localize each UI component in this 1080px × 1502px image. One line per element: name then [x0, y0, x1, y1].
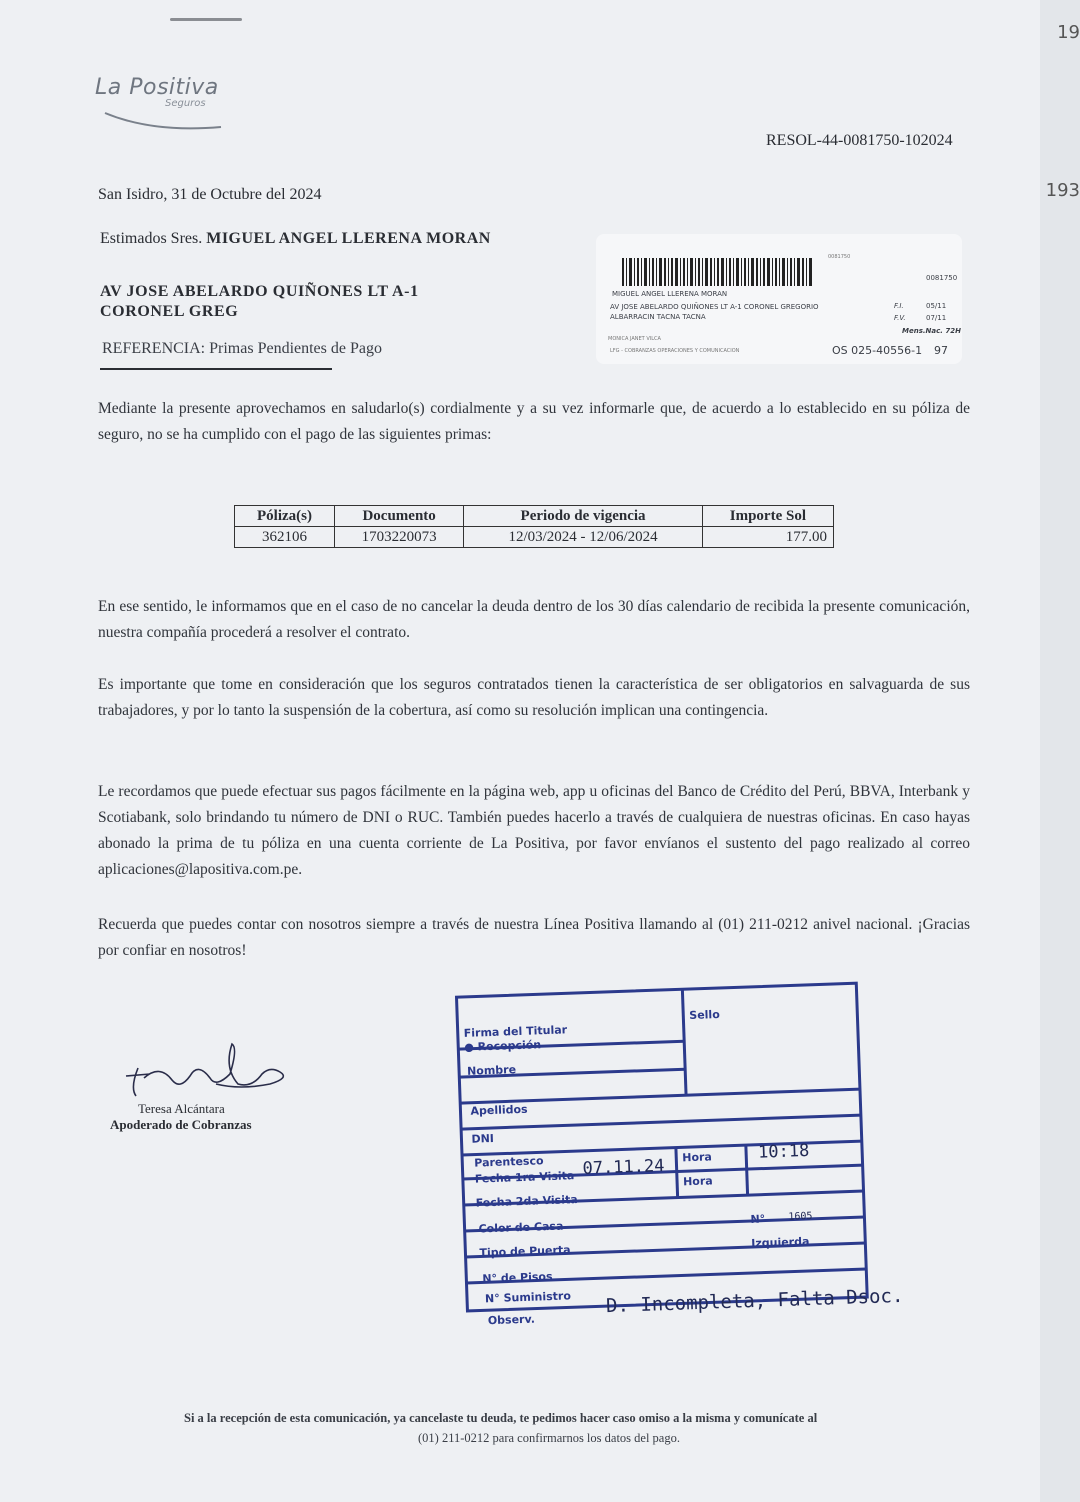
staple-mark	[170, 18, 242, 21]
stamp-pisos-label: N° de Pisos	[482, 1269, 553, 1286]
logo-name: La Positiva	[95, 75, 219, 100]
footer-note	[184, 1408, 914, 1448]
label-tiny-code: 0081750	[828, 254, 851, 260]
barcode-icon	[622, 258, 814, 286]
background-page-edge	[1040, 0, 1080, 1502]
stamp-dni-label: DNI	[471, 1131, 495, 1146]
stamp-observ-label: Observ.	[487, 1312, 536, 1328]
label-code: 0081750	[926, 274, 958, 282]
recipient-address	[100, 282, 419, 322]
policy-cell: 362106	[235, 527, 335, 548]
label-fi-value: 05/11	[926, 302, 947, 310]
stamp-recepcion-label: ● Recepción	[464, 1038, 542, 1054]
signatory-name: Teresa Alcántara	[138, 1101, 225, 1116]
label-fv-value: 07/11	[926, 314, 947, 322]
table-header-row	[235, 506, 834, 527]
stamp-suministro-label: N° Suministro	[484, 1289, 572, 1306]
recipient-name: MIGUEL ANGEL LLERENA MORAN	[206, 230, 491, 247]
label-os: OS 025-40556-1	[832, 344, 923, 357]
stamp-apellidos-label: Apellidos	[470, 1102, 528, 1118]
column-header: Importe Sol	[702, 506, 833, 527]
stamp-parentesco-label: Parentesco	[474, 1154, 544, 1170]
stamp-sello-label: Sello	[689, 1007, 720, 1023]
label-mens: Mens.Nac. 72H	[902, 327, 961, 335]
paragraph-intro: Mediante la presente aprovechamos en saludarlo(s) cordialmente y a su vez informarle que, de acuerdo a lo establecido en su póliza de seguro, no se ha cumplido con el pago de las siguientes primas:	[98, 400, 970, 443]
stamp-n-label: N°	[750, 1212, 766, 1227]
paragraph-contact: Recuerda que puedes contar con nosotros siempre a través de nuestra Línea Positiva llamando al (01) 211-0212 anivel nacional. ¡Gracias por confiar en nosotros!	[98, 916, 970, 959]
resolution-code: RESOL-44-0081750-102024	[766, 132, 953, 149]
period-cell: 12/03/2024 - 12/06/2024	[464, 527, 702, 548]
paragraph-obligation: Es importante que tome en consideración que los seguros contratados tienen la característica de ser obligatorios en salvaguarda de sus trabajadores, y por lo tanto la suspensión de la cobertura, así como su resolución implican una contingencia.	[98, 676, 970, 719]
label-fi-label: F.I.	[894, 302, 904, 310]
logo-sub: Seguros	[165, 98, 206, 109]
document-cell: 1703220073	[334, 527, 463, 548]
greeting	[100, 230, 491, 248]
company-logo	[95, 75, 219, 109]
greeting-prefix: Estimados Sres.	[100, 230, 203, 247]
stamp-firma-label: Firma del Titular	[463, 1023, 568, 1040]
label-number: 97	[934, 344, 948, 357]
stamp-nombre-label: Nombre	[466, 1063, 517, 1078]
signatory-role: Apoderado de Cobranzas	[110, 1117, 252, 1132]
edge-number-top: 19	[1057, 22, 1080, 43]
handwritten-time: 10:18	[757, 1140, 810, 1163]
stamp-tipo-label: Tipo de Puerta	[479, 1243, 571, 1260]
stamp-izquierda-label: Izquierda	[751, 1234, 810, 1251]
premiums-table	[234, 505, 834, 548]
address-line-1: AV JOSE ABELARDO QUIÑONES LT A-1	[100, 283, 419, 300]
stamp-fecha2-label: Fecha 2da Visita	[475, 1193, 578, 1210]
handwritten-note: D. Incompleta, Falta Dsoc.	[605, 1284, 904, 1318]
stamp-hora2-label: Hora	[682, 1174, 713, 1189]
label-address: AV JOSE ABELARDO QUIÑONES LT A-1 CORONEL GREGORIO ALBARRACIN TACNA TACNA	[610, 303, 819, 321]
stamp-color-label: Color de Casa	[478, 1219, 564, 1236]
stamp-fecha1-label: Fecha 1ra Visita	[474, 1169, 575, 1186]
stamp-hora-label: Hora	[682, 1150, 713, 1165]
column-header: Documento	[334, 506, 463, 527]
handwritten-number: 1605	[788, 1210, 813, 1223]
label-contact: MONICA JANET VILCA	[608, 336, 661, 342]
handwritten-signature	[120, 1038, 300, 1100]
reference-underline	[100, 368, 332, 370]
handwritten-date: 07.11.24	[582, 1156, 665, 1179]
column-header: Póliza(s)	[235, 506, 335, 527]
edge-number-mid: 193	[1045, 180, 1080, 201]
letter-date: San Isidro, 31 de Octubre del 2024	[98, 186, 322, 203]
label-name: MIGUEL ANGEL LLERENA MORAN	[612, 290, 728, 298]
paragraph-payment: Le recordamos que puede efectuar sus pagos fácilmente en la página web, app u oficinas del Banco de Crédito del Perú, BBVA, Interbank y Scotiabank, solo brindando tu número de DNI o RUC. También puedes hacerlo a través de cualquiera de nuestras oficinas. En caso hayas abonado la prima de tu póliza en una cuenta corriente de La Positiva, por favor envíanos el sustento del pago realizado al correo aplicaciones@lapositiva.com.pe.	[98, 783, 970, 878]
delivery-receipt-stamp	[452, 979, 875, 1328]
label-area: LFG - COBRANZAS OPERACIONES Y COMUNICACION	[610, 348, 740, 354]
logo-swoosh-icon	[103, 109, 223, 131]
address-line-2: CORONEL GREG	[100, 303, 239, 320]
amount-cell: 177.00	[702, 527, 833, 548]
footer-line-2: (01) 211-0212 para confirmarnos los datos del pago.	[418, 1431, 680, 1445]
table-row	[235, 527, 834, 548]
paragraph-deadline: En ese sentido, le informamos que en el caso de no cancelar la deuda dentro de los 30 días calendario de recibida la presente comunicación, nuestra compañía procederá a resolver el contrato.	[98, 598, 970, 641]
column-header: Periodo de vigencia	[464, 506, 702, 527]
label-fv-label: F.V.	[894, 314, 906, 322]
footer-line-1: Si a la recepción de esta comunicación, ya cancelaste tu deuda, te pedimos hacer caso omiso a la misma y comunícate al	[184, 1411, 818, 1425]
reference-line: REFERENCIA: Primas Pendientes de Pago	[102, 340, 382, 357]
address-label	[596, 234, 962, 364]
